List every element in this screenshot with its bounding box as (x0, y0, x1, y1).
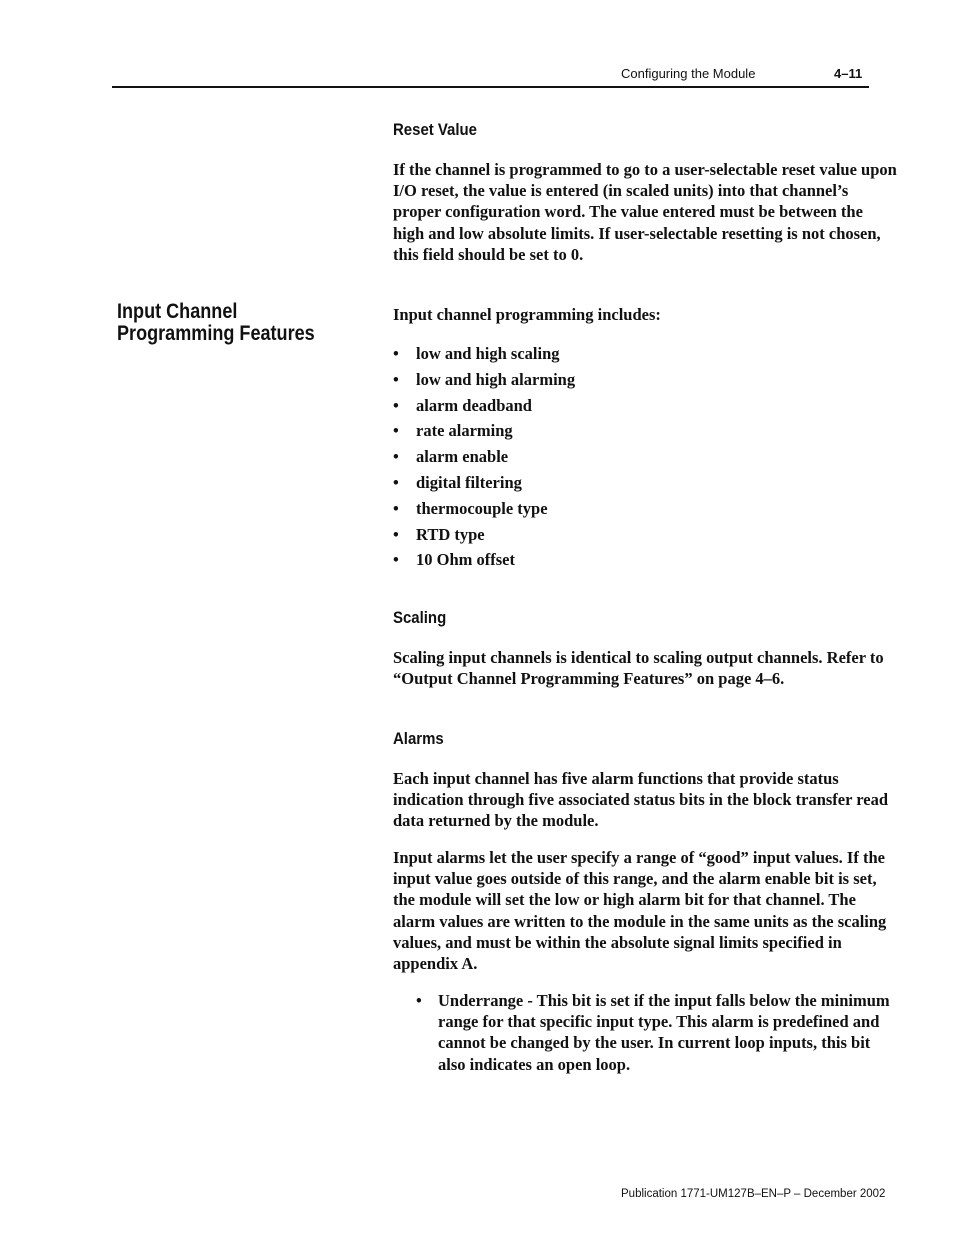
feature-label: thermocouple type (416, 498, 548, 518)
feature-list-item (393, 547, 575, 573)
bullet-dot: • (416, 991, 422, 1010)
feature-label: low and high scaling (416, 344, 560, 363)
underrange-text: Underrange - This bit is set if the input falls below the minimum range for that specific input type. This alarm is predefined and cannot be changed by the user. In current loop inputs, this bit also indicates an open loop. (438, 991, 890, 1074)
bullet-dot: • (393, 421, 399, 441)
publication-footer: Publication 1771-UM127B–EN–P – December 2002 (621, 1188, 886, 1200)
input-channel-section-heading (117, 301, 315, 345)
feature-list-item (393, 470, 575, 496)
header-rule (112, 86, 869, 88)
alarms-heading: Alarms (393, 729, 444, 748)
feature-list-item (393, 496, 575, 522)
feature-list (393, 341, 575, 573)
feature-list-item (393, 367, 575, 393)
feature-label: alarm enable (416, 447, 509, 467)
underrange-bullet (416, 990, 900, 1075)
bullet-dot: • (393, 472, 399, 492)
bullet-dot: • (393, 524, 399, 544)
feature-list-item (393, 522, 575, 548)
alarms-paragraph-2: Input alarms let the user specify a range of “good” input values. If the input value goes outside of this range, and the alarm enable bit is set, the module will set the low or high alarm bit for that channel. The alarm values are written to the module in the same units as the scaling values, and must be within the absolute signal limits specified in appendix A. (393, 848, 887, 974)
feature-list-item (393, 341, 575, 367)
feature-list-item (393, 418, 575, 444)
bullet-dot: • (393, 447, 399, 467)
alarms-paragraph-1: Each input channel has five alarm functions that provide status indication through five associated status bits in the block transfer read data returned by the module. (393, 769, 889, 831)
chapter-title: Configuring the Module (621, 66, 756, 81)
page-number: 4–11 (834, 66, 863, 81)
input-channel-intro: Input channel programming includes: (393, 305, 661, 324)
feature-label: digital filtering (416, 472, 522, 492)
feature-label: rate alarming (416, 421, 513, 441)
feature-list-item (393, 393, 575, 419)
reset-value-body: If the channel is programmed to go to a user-selectable reset value upon I/O reset, the value is entered (in scaled units) into that channel’s proper configuration word. The value entered must be between the high and low absolute limits. If user-selectable resetting is not chosen, this field should be set to 0. (393, 160, 897, 264)
reset-value-heading: Reset Value (393, 120, 477, 139)
feature-label: alarm deadband (416, 395, 532, 415)
bullet-dot: • (393, 369, 399, 389)
feature-label: 10 Ohm offset (416, 550, 515, 570)
bullet-dot: • (393, 344, 399, 363)
feature-label: low and high alarming (416, 369, 576, 389)
section-heading-line-1: Input Channel (117, 300, 238, 323)
bullet-dot: • (393, 498, 399, 518)
section-heading-line-2: Programming Features (117, 322, 315, 345)
bullet-dot: • (393, 395, 399, 415)
scaling-body: Scaling input channels is identical to scaling output channels. Refer to “Output Channel Programming Features” on page 4–6. (393, 648, 884, 689)
scaling-heading: Scaling (393, 608, 447, 627)
bullet-dot: • (393, 550, 399, 570)
feature-list-item (393, 444, 575, 470)
feature-label: RTD type (416, 524, 485, 544)
